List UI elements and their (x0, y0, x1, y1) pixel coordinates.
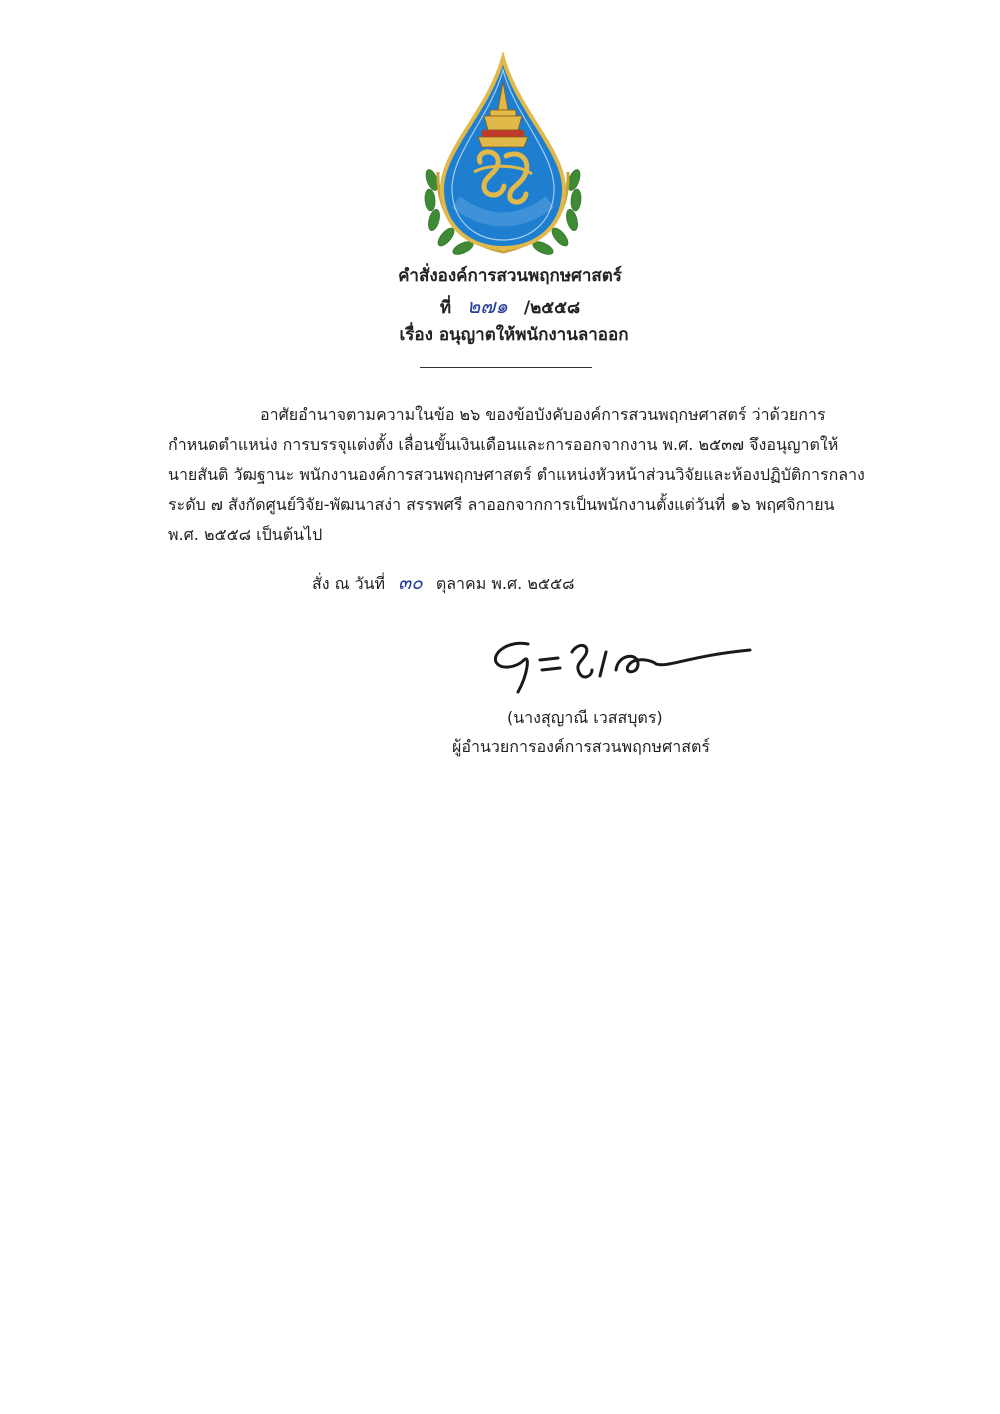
order-date-day-handwritten: ๓๐ (398, 572, 423, 594)
order-date-suffix: ตุลาคม พ.ศ. ๒๕๕๘ (435, 574, 575, 593)
body-line: นายสันติ วัฒฐานะ พนักงานองค์การสวนพฤกษศาสตร์ ตำแหน่งหัวหน้าส่วนวิจัยและห้องปฏิบัติการกลาง (168, 465, 865, 484)
signatory-position: ผู้อำนวยการองค์การสวนพฤกษศาสตร์ (452, 737, 710, 756)
order-number-prefix: ที่ (439, 298, 452, 318)
body-line: อาศัยอำนาจตามความในข้อ ๒๖ ของข้อบังคับองค์การสวนพฤกษศาสตร์ ว่าด้วยการ (260, 405, 826, 424)
body-line: พ.ศ. ๒๕๕๘ เป็นต้นไป (168, 525, 323, 544)
order-number (10, 290, 1000, 322)
order-date-prefix: สั่ง ณ วันที่ (312, 574, 386, 593)
order-title: คำสั่งองค์การสวนพฤกษศาสตร์ (398, 266, 622, 286)
order-number-handwritten: ๒๗๑ (467, 294, 508, 318)
botanical-garden-emblem-icon (418, 52, 588, 262)
handwritten-signature (488, 630, 758, 700)
order-number-year: /๒๕๕๘ (523, 298, 581, 318)
body-line: ระดับ ๗ สังกัดศูนย์วิจัย-พัฒนาสง่า สรรพศรี ลาออกจากการเป็นพนักงานตั้งแต่วันที่ ๑๖ พฤศจิกายน (168, 495, 835, 514)
order-body (168, 400, 865, 550)
body-line: กำหนดตำแหน่ง การบรรจุแต่งตั้ง เลื่อนขั้นเงินเดือนและการออกจากงาน พ.ศ. ๒๕๓๗ จึงอนุญาตให้ (168, 435, 839, 454)
signatory-name: (นางสุญาณี เวสสบุตร) (507, 708, 663, 727)
header-divider (420, 367, 592, 368)
order-subject: เรื่อง อนุญาตให้พนักงานลาออก (399, 325, 629, 345)
order-date (312, 568, 574, 598)
